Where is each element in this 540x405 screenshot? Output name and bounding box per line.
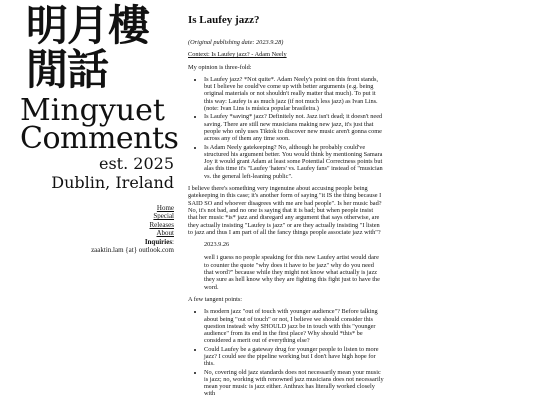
tangent-item: • No, covering old jazz standards does not necessarily mean your music is jazz; no, working with renowned jazz musicians does not necessarily mean your music is jazz either. Anthrax has literally worked closely with	[204, 369, 384, 398]
established-label: est. 2025	[99, 154, 174, 173]
publishing-date: (Original publishing date: 2023.9.28)	[188, 39, 284, 46]
logo-latin-line-2: Comments	[20, 121, 179, 156]
nav-home-link[interactable]: Home	[156, 204, 174, 212]
nav-special-link[interactable]: Special	[153, 212, 174, 221]
tangent-list	[188, 308, 384, 398]
opinion-list	[188, 76, 384, 180]
opinion-item: • Is Laufey jazz? *Not quite*. Adam Neely's point on this front stands, but I believe he could've come up with better arguments (e.g. being original materials or not shouldn't really matter that much). To put it this way: Laufey is as much jazz (if not much less jazz) as Ivan Lins. (note: Ivan Lins is música popular brasileira.)	[204, 76, 384, 112]
logo-cjk-line-1: 明月樓	[26, 1, 150, 50]
quote-text: well i guess no people speaking for this new Laufey artist would dare to counter the quote "why does it have to be jazz" why do you need that word?" because while they might not know what actually is jazz they sure as hell know why they are fighting this fight just to have the word.	[204, 254, 380, 291]
context-link[interactable]: Context: Is Laufey jazz? - Adam Neely	[188, 51, 287, 59]
article-title: Is Laufey jazz?	[188, 14, 260, 26]
tangent-intro: A few tangent points:	[188, 295, 243, 303]
tangent-item: • Is modern jazz "out of touch with younger audience"? Before talking about being "out of touch" or not, I believe we should consider this question instead: why SHOULD jazz be in touch with this "younger audience" from its end in the first place? Why should *this* be considered a merit out of everything else?	[204, 308, 384, 344]
site-nav	[91, 204, 174, 254]
opinion-item: • Is Laufey *saving* jazz? Definitely not. Jazz isn't dead; it doesn't need saving. There are still new musicians making new jazz, it's just that people who only uses Tiktok to discover new music aren't gonna come across any of them any time soon.	[204, 113, 384, 142]
site-logo-latin[interactable]	[20, 93, 179, 156]
tangent-item: • Could Laufey be a gateway drug for younger people to listen to more jazz? I could see the pipeline working but I don't have high hope for this.	[204, 346, 384, 368]
nav-releases-link[interactable]: Releases	[149, 220, 174, 229]
contact-email: zaaktin.lam {at} outlook.com	[91, 246, 174, 255]
opinion-item: • Is Adam Neely gatekeeping? No, although he probably could've structured his argument better. You would think by mentioning Samara Joy it would grant Adam at least some Potential Correctness points but alas this time it's "Laufey 'haters' vs. Laufey fans" instead of "musician vs. the general left-leaning public".	[204, 144, 384, 180]
logo-latin-line-1: Mingyuet	[20, 93, 165, 128]
quote-block	[204, 241, 384, 291]
inquiries-colon: :	[172, 237, 174, 246]
nav-about-link[interactable]: About	[156, 229, 174, 238]
logo-cjk-line-2: 閒話	[26, 45, 109, 94]
context-line	[188, 51, 384, 58]
article-paragraph: I believe there's something very ingenuine about accusing people being gatekeeping in this case; it's another form of saying "it IS the thing because I SAID SO and whoever disagrees with me are bad people". Is her music bad? No, it's not bad, and no one is saying that it is bad; but when people insist that her music *is* jazz and disregard any argument that says otherwise, are they actually insisting "Laufey is jazz" or are they actually insisting "I listen to jazz and thus I am part of all the fancy things people associate jazz with"?	[188, 185, 382, 236]
site-logo-cjk[interactable]	[26, 1, 176, 94]
quote-date: 2023.9.26	[204, 241, 230, 249]
inquiries-label: Inquiries	[144, 237, 173, 246]
article	[188, 14, 384, 403]
inquiries-row	[91, 238, 174, 246]
location-label: Dublin, Ireland	[51, 173, 174, 192]
article-intro: My opinion is three-fold:	[188, 63, 252, 71]
